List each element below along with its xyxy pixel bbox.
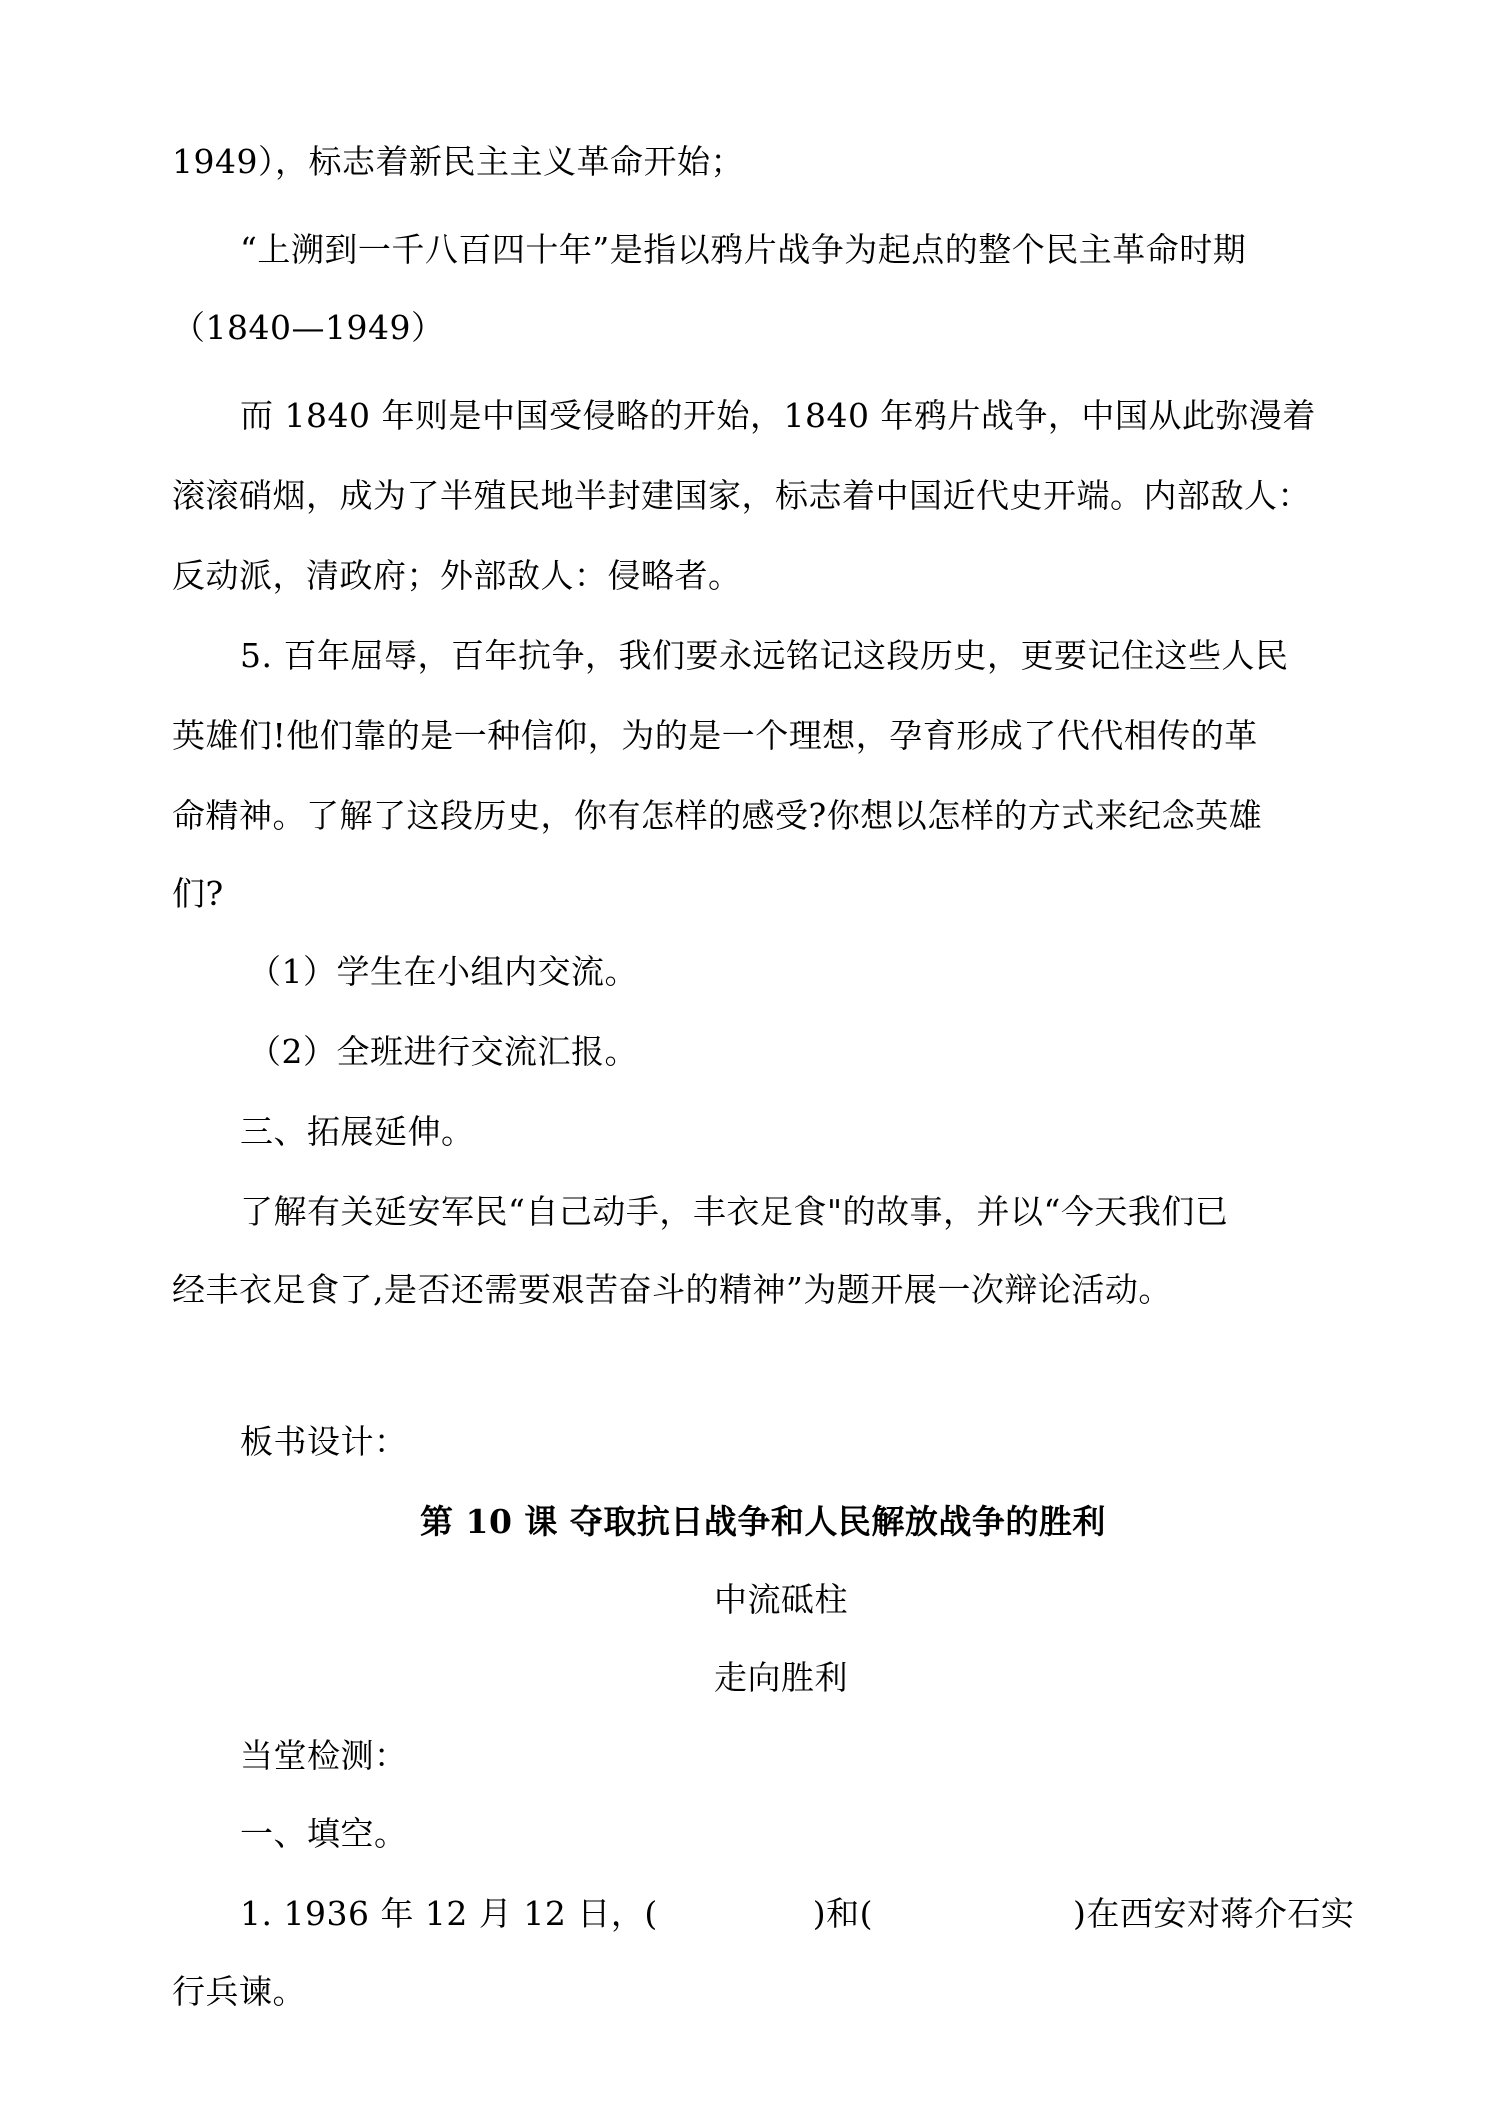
paragraph-line: 1949），标志着新民主主义革命开始； (172, 142, 744, 181)
list-item: （1）学生在小组内交流。 (248, 952, 638, 991)
question-text: 1. 1936 年 12 月 12 日，( (240, 1894, 658, 1933)
paragraph-line: 们? (172, 874, 224, 913)
paragraph-line: （1840—1949） (172, 308, 445, 347)
question-line (240, 1892, 1355, 1936)
paragraph-line: “上溯到一千八百四十年”是指以鸦片战争为起点的整个民主革命时期 (240, 230, 1247, 269)
paragraph-line: 而 1840 年则是中国受侵略的开始，1840 年鸦片战争，中国从此弥漫着 (240, 396, 1316, 435)
board-title: 第 10 课 夺取抗日战争和人民解放战争的胜利 (420, 1502, 1106, 1541)
board-subtitle: 中流砥柱 (714, 1580, 848, 1619)
board-heading: 板书设计： (240, 1422, 408, 1461)
paragraph-line: 了解有关延安军民“自己动手，丰衣足食"的故事，并以“今天我们已 (240, 1192, 1229, 1231)
board-subtitle: 走向胜利 (714, 1658, 848, 1697)
question-line: 行兵谏。 (172, 1972, 306, 2011)
section-heading: 三、拓展延伸。 (240, 1112, 475, 1151)
paragraph-line: 经丰衣足食了,是否还需要艰苦奋斗的精神”为题开展一次辩论活动。 (172, 1270, 1172, 1309)
section-heading: 一、填空。 (240, 1814, 408, 1853)
paragraph-line: 5. 百年屈辱，百年抗争，我们要永远铭记这段历史，更要记住这些人民 (240, 636, 1289, 675)
test-heading: 当堂检测： (240, 1736, 408, 1775)
list-item: （2）全班进行交流汇报。 (248, 1032, 638, 1071)
paragraph-line: 反动派，清政府；外部敌人：侵略者。 (172, 556, 742, 595)
paragraph-line: 滚滚硝烟，成为了半殖民地半封建国家，标志着中国近代史开端。内部敌人： (172, 476, 1311, 515)
paragraph-line: 命精神。了解了这段历史，你有怎样的感受?你想以怎样的方式来纪念英雄 (172, 796, 1263, 835)
question-text: )在西安对蒋介石实 (1073, 1894, 1355, 1933)
paragraph-line: 英雄们!他们靠的是一种信仰，为的是一个理想，孕育形成了代代相传的革 (172, 716, 1258, 755)
question-text: )和( (812, 1894, 874, 1933)
